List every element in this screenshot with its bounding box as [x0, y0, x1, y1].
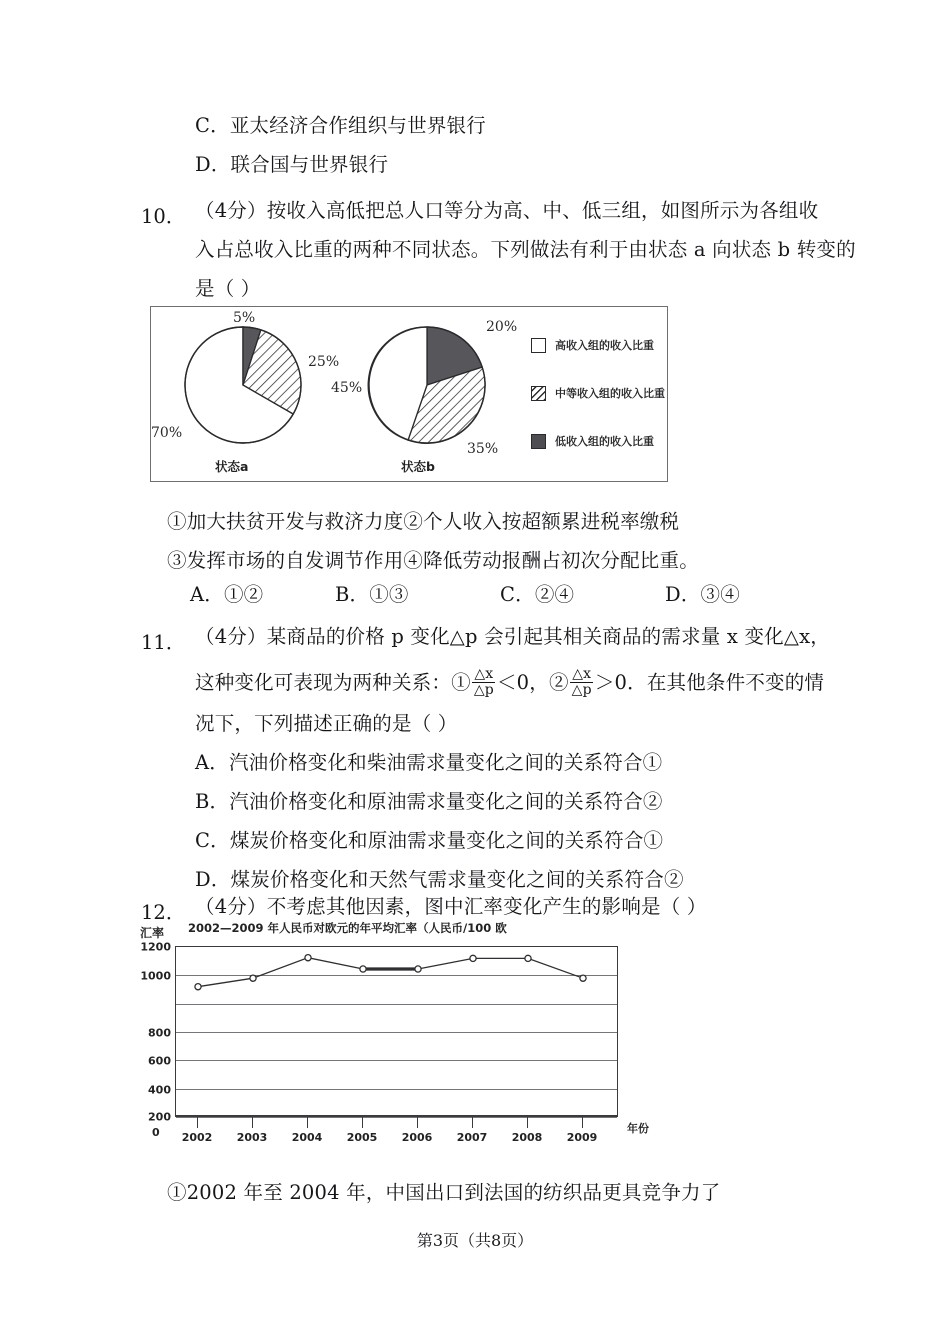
q9-option-c [195, 116, 486, 136]
q11-fraction-1-denominator: △p [473, 681, 494, 698]
x-tickmark-2009 [582, 1117, 583, 1128]
q11-stem-text-2a: 这种变化可表现为两种关系：① [195, 671, 471, 695]
y-tick-1200: 1200 [140, 940, 171, 954]
y-tick-200: 200 [148, 1110, 171, 1124]
x-tick-label-2008: 2008 [511, 1131, 543, 1144]
x-tick-label-2002: 2002 [181, 1131, 213, 1144]
q11-number: 11． [141, 631, 186, 654]
x-tick-label-2009: 2009 [566, 1131, 598, 1144]
q9-option-c-label: C． [195, 114, 230, 137]
chart-origin-label: 0 [152, 1126, 160, 1139]
q11-stem-text-1: 某商品的价格 p 变化△p 会引起其相关商品的需求量 x 变化△x， [266, 625, 830, 648]
q10-option-c [500, 585, 574, 605]
q9-option-d-label: D． [195, 153, 231, 176]
y-tick-400: 400 [148, 1083, 171, 1097]
chart-point-2002 [195, 984, 201, 990]
q11-option-c-label: C． [195, 829, 230, 852]
page-footer: 第3页（共8页） [416, 1231, 534, 1250]
legend-swatch-dark-icon [531, 434, 546, 449]
q10-stem-line-1 [195, 201, 818, 221]
pie-chart-state-b [367, 325, 487, 445]
x-tick-label-2007: 2007 [456, 1131, 488, 1144]
chart-point-2008 [525, 955, 531, 961]
pie-a-value-high: 70% [151, 425, 183, 441]
x-tickmark-2004 [307, 1117, 308, 1128]
q11-fraction-1 [472, 667, 496, 697]
q10-stem-line-3: 是（ ） [195, 277, 261, 300]
x-tickmark-2008 [527, 1117, 528, 1128]
q11-stem-text-2b: ＜0，② [496, 671, 569, 695]
q11-option-b-label: B． [195, 790, 230, 813]
chart-line-series [198, 958, 583, 987]
gridline-200 [176, 1117, 617, 1118]
pie-b-caption: 状态b [401, 459, 435, 474]
chart-x-axis [175, 1116, 618, 1144]
legend-label-high-income: 高收入组的收入比重 [555, 339, 654, 352]
exchange-rate-line-chart [140, 920, 660, 1175]
chart-point-2007 [470, 955, 476, 961]
x-tickmark-2003 [252, 1117, 253, 1128]
q11-stem-line-3: 况下，下列描述正确的是（ ） [195, 712, 458, 735]
q10-option-a-label: A． [190, 583, 224, 606]
q10-option-b-label: B． [335, 583, 370, 606]
chart-series-svg [176, 947, 617, 1115]
q10-number: 10． [141, 205, 186, 228]
q10-option-d-text: ③④ [700, 583, 740, 606]
chart-point-2004 [305, 955, 311, 961]
x-tickmark-2002 [197, 1117, 198, 1128]
q11-fraction-1-numerator: △x [474, 666, 494, 682]
y-tick-600: 600 [148, 1054, 171, 1068]
q11-option-d-text: 煤炭价格变化和天然气需求量变化之间的关系符合② [230, 868, 684, 891]
pie-b-svg [367, 325, 487, 445]
legend-label-middle-income: 中等收入组的收入比重 [555, 387, 665, 400]
q12-score: （4分） [195, 895, 267, 918]
legend-item-low-income [531, 433, 654, 449]
x-tick-label-2004: 2004 [291, 1131, 323, 1144]
q11-option-c [195, 831, 663, 851]
q10-option-c-text: ②④ [534, 583, 575, 606]
pie-b-value-high: 45% [331, 380, 363, 396]
q11-score: （4分） [195, 625, 267, 648]
q11-stem-line-2 [195, 668, 824, 698]
pie-b-value-low: 20% [486, 319, 518, 335]
chart-point-2003 [250, 975, 256, 981]
q9-option-c-text: 亚太经济合作组织与世界银行 [229, 114, 486, 137]
legend-item-middle-income [531, 385, 665, 401]
q11-option-d-label: D． [195, 868, 231, 891]
q11-option-a-text: 汽油价格变化和柴油需求量变化之间的关系符合① [228, 751, 663, 774]
q9-option-d [195, 155, 388, 175]
q11-option-b [195, 792, 663, 812]
q10-statements-line-2: ③发挥市场的自发调节作用④降低劳动报酬占初次分配比重。 [167, 549, 699, 572]
q11-stem-text-2c: ＞0．在其他条件不变的情 [594, 671, 825, 695]
legend-label-low-income: 低收入组的收入比重 [555, 435, 654, 448]
q10-option-b-text: ①③ [369, 583, 409, 606]
chart-plot-area [140, 940, 618, 1124]
q11-option-b-text: 汽油价格变化和原油需求量变化之间的关系符合② [229, 790, 663, 813]
x-tick-label-2003: 2003 [236, 1131, 268, 1144]
q9-option-d-text: 联合国与世界银行 [230, 153, 389, 176]
legend-swatch-white-icon [531, 338, 546, 353]
x-tickmark-2007 [472, 1117, 473, 1128]
q11-option-c-text: 煤炭价格变化和原油需求量变化之间的关系符合① [229, 829, 664, 852]
q11-option-a [195, 753, 662, 773]
q10-statements-line-1: ①加大扶贫开发与救济力度②个人收入按超额累进税率缴税 [167, 510, 680, 533]
x-tick-label-2006: 2006 [401, 1131, 433, 1144]
q10-option-d [665, 585, 740, 605]
chart-point-2005 [360, 966, 366, 972]
q11-option-a-label: A． [195, 751, 229, 774]
q11-option-d [195, 870, 684, 890]
q11-fraction-2-denominator: △p [571, 681, 592, 698]
chart-y-axis-title: 汇率 [140, 926, 165, 940]
q10-option-c-label: C． [500, 583, 535, 606]
pie-chart-state-a [183, 325, 303, 445]
q11-stem-line-1 [195, 627, 830, 647]
q10-option-d-label: D． [665, 583, 701, 606]
x-tickmark-2005 [362, 1117, 363, 1128]
q10-score: （4分） [195, 199, 267, 222]
q11-fraction-2-numerator: △x [572, 666, 592, 682]
q10-stem-line-2: 入占总收入比重的两种不同状态。下列做法有利于由状态 a 向状态 b 转变的 [195, 238, 856, 261]
q12-statement-1: ①2002 年至 2004 年，中国出口到法国的纺织品更具竞争力了 [167, 1181, 721, 1204]
pie-a-value-middle: 25% [308, 354, 340, 370]
q12-stem-text: 不考虑其他因素，图中汇率变化产生的影响是（ ） [266, 895, 707, 918]
chart-point-2009 [580, 975, 586, 981]
q10-option-b [335, 585, 409, 605]
q12-number: 12． [141, 901, 186, 924]
pie-a-value-low: 5% [233, 310, 256, 326]
y-tick-800: 800 [148, 1026, 171, 1040]
q10-option-a [190, 585, 263, 605]
income-share-pie-figure [150, 306, 668, 482]
chart-point-2006 [415, 966, 421, 972]
chart-x-axis-title: 年份 [627, 1122, 649, 1135]
legend-swatch-hatch-icon [531, 386, 546, 401]
q10-option-a-text: ①② [223, 583, 264, 606]
y-tick-1000: 1000 [140, 969, 171, 983]
q12-stem-line-1 [195, 897, 707, 917]
pie-a-caption: 状态a [215, 459, 249, 474]
chart-title: 2002—2009 年人民币对欧元的年平均汇率（人民币/100 欧 [188, 921, 507, 935]
pie-b-value-middle: 35% [467, 441, 499, 457]
x-tickmark-2006 [417, 1117, 418, 1128]
x-tick-label-2005: 2005 [346, 1131, 378, 1144]
q10-stem-text-1: 按收入高低把总人口等分为高、中、低三组，如图所示为各组收 [266, 199, 819, 222]
legend-item-high-income [531, 337, 654, 353]
q11-fraction-2 [570, 667, 594, 697]
pie-a-svg [183, 325, 303, 445]
